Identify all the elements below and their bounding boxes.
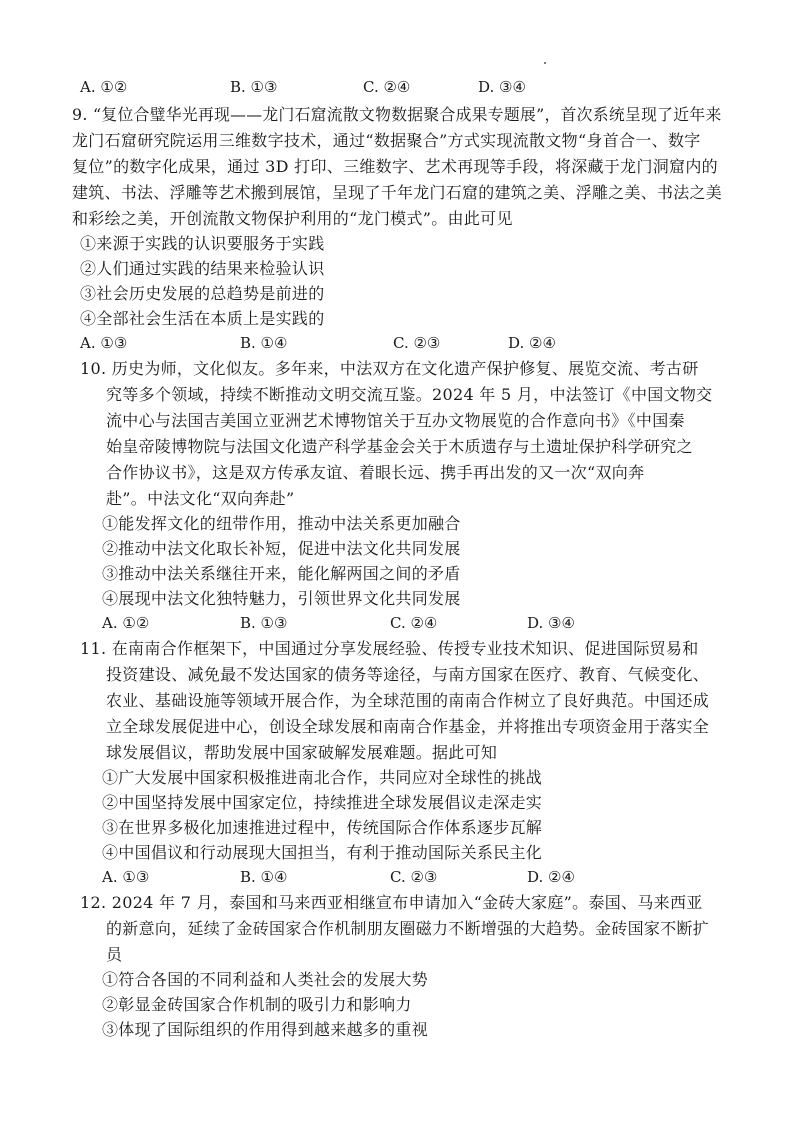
stray-mark <box>544 62 546 64</box>
q10-option-d: D. ③④ <box>527 614 575 632</box>
q10-stem-line: 流中心与法国吉美国立亚洲艺术博物馆关于互办文物展览的合作意向书》《中国秦 <box>106 411 685 430</box>
q10-statement: ①能发挥文化的纽带作用，推动中法关系更加融合 <box>102 514 461 533</box>
q11-option-b: B. ①④ <box>240 868 288 886</box>
q9-statement: ④全部社会生活在本质上是实践的 <box>80 309 325 328</box>
q11-stem-line: 立全球发展促进中心，创设全球发展和南南合作基金，并将推出专项资金用于落实全 <box>106 717 710 736</box>
q8-option-c: C. ②④ <box>363 78 411 96</box>
q10-option-c: C. ②④ <box>390 614 438 632</box>
q9-option-c: C. ②③ <box>393 334 441 352</box>
q9-statement: ③社会历史发展的总趋势是前进的 <box>80 284 325 303</box>
q9-stem-line: 复位”的数字化成果，通过 3D 打印、三维数字、艺术再现等手段，将深藏于龙门洞窟内的 <box>72 157 718 176</box>
q11-option-a: A. ①③ <box>102 868 150 886</box>
q10-option-a: A. ①② <box>102 614 150 632</box>
q9-option-a: A. ①③ <box>80 334 128 352</box>
q11-statement: ④中国倡议和行动展现大国担当，有利于推动国际关系民主化 <box>102 843 543 862</box>
q8-option-b: B. ①③ <box>230 78 278 96</box>
q9-stem-line: 龙门石窟研究院运用三维数字技术，通过“数据聚合”方式实现流散文物“身首合一、数字 <box>72 131 701 150</box>
q11-option-d: D. ②④ <box>527 868 575 886</box>
q9-stem-line: 和彩绘之美，开创流散文物保护利用的“龙门模式”。由此可见 <box>72 209 513 228</box>
q8-option-d: D. ③④ <box>478 78 526 96</box>
q9-statement: ①来源于实践的认识要服务于实践 <box>80 234 325 253</box>
q9-stem-line: 9. “复位合璧华光再现——龙门石窟流散文物数据聚合成果专题展”，首次系统呈现了近年来 <box>72 105 722 124</box>
q10-statement: ④展现中法文化独特魅力，引领世界文化共同发展 <box>102 589 461 608</box>
q11-statement: ③在世界多极化加速推进过程中，传统国际合作体系逐步瓦解 <box>102 818 543 837</box>
q12-statement: ①符合各国的不同利益和人类社会的发展大势 <box>102 970 429 989</box>
q10-statement: ②推动中法文化取长补短，促进中法文化共同发展 <box>102 539 461 558</box>
q11-stem-line: 投资建设、减免最不发达国家的债务等途径，与南方国家在医疗、教育、气候变化、 <box>106 665 710 684</box>
q11-statement: ②中国坚持发展中国家定位，持续推进全球发展倡议走深走实 <box>102 793 543 812</box>
q10-stem-line: 究等多个领域，持续不断推动文明交流互鉴。2024 年 5 月，中法签订《中国文物交 <box>106 385 713 404</box>
q9-stem-line: 建筑、书法、浮雕等艺术搬到展馆，呈现了千年龙门石窟的建筑之美、浮雕之美、书法之美 <box>72 183 722 202</box>
q12-statement: ③体现了国际组织的作用得到越来越多的重视 <box>102 1020 429 1039</box>
q10-stem-line: 赴”。中法文化“双向奔赴” <box>106 489 295 508</box>
q12-statement: ②彰显金砖国家合作机制的吸引力和影响力 <box>102 995 412 1014</box>
q12-stem-line: 员 <box>106 945 123 964</box>
q9-option-d: D. ②④ <box>508 334 556 352</box>
q10-option-b: B. ①③ <box>240 614 288 632</box>
q11-stem-line: 农业、基础设施等领域开展合作，为全球范围的南南合作树立了良好典范。中国还成 <box>106 691 710 710</box>
q12-stem-line: 12. 2024 年 7 月，泰国和马来西亚相继宣布申请加入“金砖大家庭”。泰国、马来西亚 <box>80 893 703 912</box>
q10-stem-line: 10. 历史为师，文化似友。多年来，中法双方在文化遗产保护修复、展览交流、考古研 <box>80 359 699 378</box>
q9-option-b: B. ①④ <box>240 334 288 352</box>
q11-stem-line: 球发展倡议，帮助发展中国家破解发展难题。据此可知 <box>106 743 498 762</box>
q12-stem-line: 的新意向，延续了金砖国家合作机制朋友圈磁力不断增强的大趋势。金砖国家不断扩 <box>106 919 710 938</box>
q11-statement: ①广大发展中国家积极推进南北合作，共同应对全球性的挑战 <box>102 768 543 787</box>
q10-stem-line: 合作协议书》，这是双方传承友谊、着眼长远、携手再出发的又一次“双向奔 <box>106 463 645 482</box>
q10-statement: ③推动中法关系继往开来，能化解两国之间的矛盾 <box>102 564 461 583</box>
q8-option-a: A. ①② <box>80 78 128 96</box>
q9-statement: ②人们通过实践的结果来检验认识 <box>80 259 325 278</box>
q11-stem-line: 11. 在南南合作框架下，中国通过分享发展经验、传授专业技术知识、促进国际贸易和 <box>80 639 699 658</box>
q11-option-c: C. ②③ <box>390 868 438 886</box>
q10-stem-line: 始皇帝陵博物院与法国文化遗产科学基金会关于木质遗存与土遗址保护科学研究之 <box>106 437 693 456</box>
